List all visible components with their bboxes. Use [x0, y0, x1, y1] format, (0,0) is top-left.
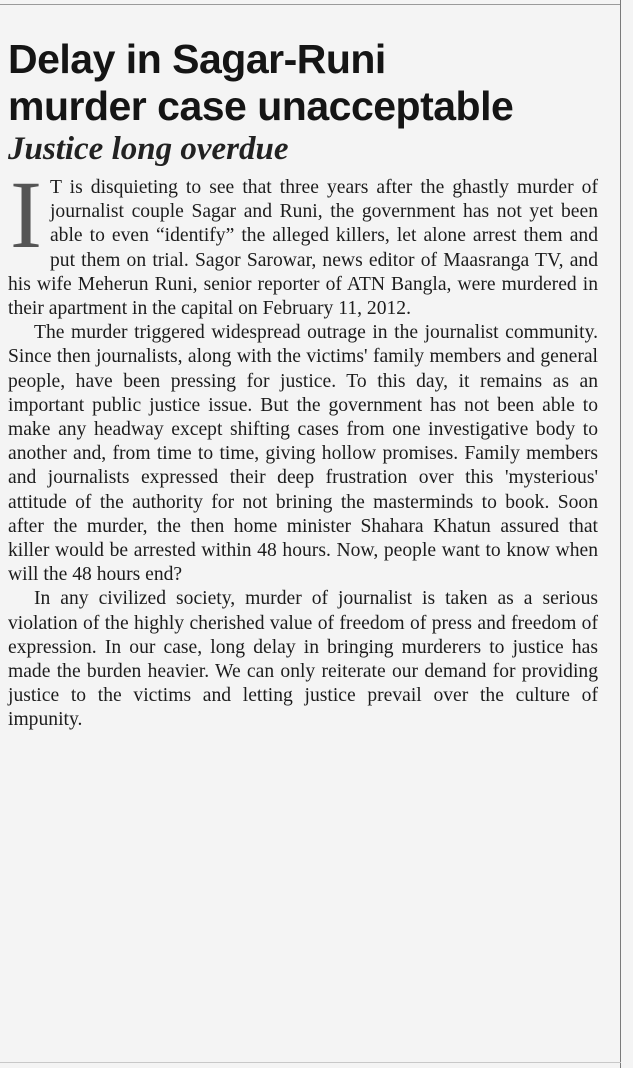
paragraph-1 [8, 161, 598, 321]
paragraph-2: The murder triggered widespread outrage in the journalist community. Since then journalists, along with the victims' family members and general people, have been pressing for justice. To this day, it remains as an important public justice issue. But the government has not been able to make any headway except shifting cases from one investigative body to another and, from time to time, giving hollow promises. Family members and journalists expressed their deep frustration over this 'mysterious' attitude of the authority for not brining the masterminds to book. Soon after the murder, the then home minister Shahara Khatun assured that killer would be arrested within 48 hours. Now, people want to know when will the 48 hours end? [8, 322, 598, 586]
paragraph-1-text: T is disquieting to see that three years after the ghastly murder of journalist couple Sagar and Runi, the government has not yet been able to even “identify” the alleged killers, let alone arrest them and put them on trial. Sagor Sarowar, news editor of Maasranga TV, and his wife Meherun Runi, senior reporter of ATN Bangla, were murdered in their apartment in the capital on February 11, 2012. [8, 177, 598, 320]
editorial-article [8, 36, 598, 733]
headline [8, 36, 598, 130]
headline-line-1: Delay in Sagar-Runi [8, 36, 386, 82]
paragraph-3: In any civilized society, murder of journalist is taken as a serious violation of the highly cherished value of freedom of press and freedom of expression. In our case, long delay in bringing murderers to justice has made the burden heavier. We can only reiterate our demand for providing justice to the victims and letting justice prevail over the culture of impunity. [8, 588, 598, 731]
top-border-rule [0, 4, 621, 5]
column-border-rule [620, 0, 621, 1068]
bottom-border-rule [0, 1062, 621, 1063]
headline-line-2: murder case unacceptable [8, 83, 514, 129]
article-body [8, 161, 598, 733]
subheadline: Justice long overdue [8, 131, 289, 167]
drop-cap: I [10, 161, 42, 268]
